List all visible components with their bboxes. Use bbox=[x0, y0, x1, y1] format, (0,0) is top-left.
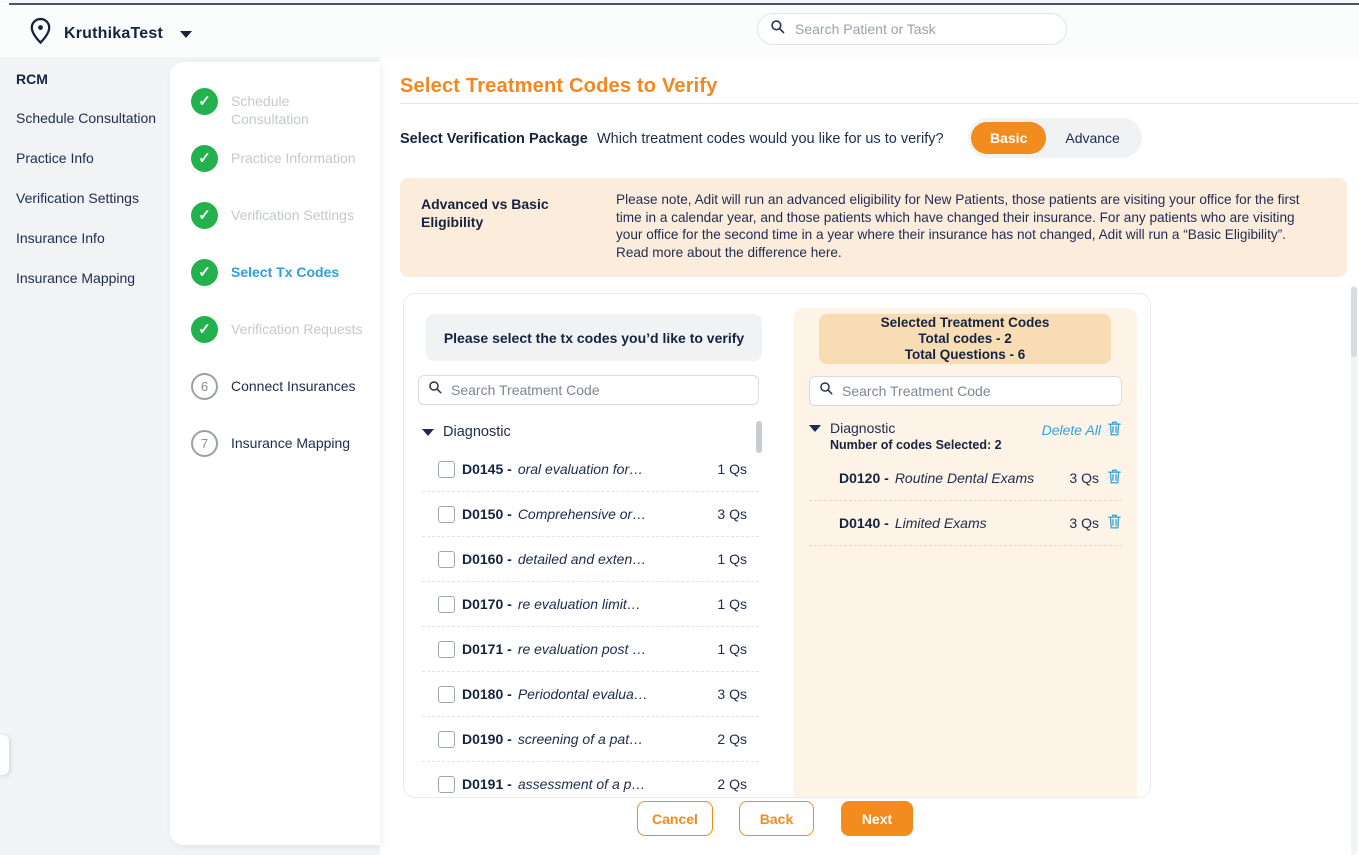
stepper-card bbox=[170, 62, 380, 845]
tx-description: screening of a pat… bbox=[517, 731, 644, 747]
tx-code-checkbox[interactable] bbox=[438, 551, 455, 568]
tx-code-row bbox=[422, 447, 759, 492]
tx-question-count: 3 Qs bbox=[717, 506, 747, 522]
tx-question-count: 1 Qs bbox=[717, 641, 747, 657]
available-search-input[interactable] bbox=[451, 382, 749, 398]
search-icon bbox=[428, 380, 443, 400]
remove-code-button[interactable] bbox=[1107, 468, 1122, 488]
tx-question-count: 1 Qs bbox=[717, 551, 747, 567]
global-search[interactable] bbox=[757, 13, 1067, 45]
tx-question-count: 2 Qs bbox=[717, 731, 747, 747]
tx-code-row bbox=[422, 672, 759, 717]
tx-description: Routine Dental Exams bbox=[894, 470, 1035, 486]
tx-question-count: 3 Qs bbox=[1069, 515, 1099, 531]
practice-name: KruthikaTest bbox=[64, 25, 164, 42]
tx-question-count: 2 Qs bbox=[717, 776, 747, 792]
tx-code: D0145 - bbox=[462, 461, 512, 477]
selected-code-row bbox=[809, 456, 1122, 501]
stepper-step[interactable] bbox=[191, 430, 371, 487]
selected-code-row bbox=[809, 501, 1122, 546]
tx-description: re evaluation limit… bbox=[517, 596, 641, 612]
tx-description: Limited Exams bbox=[894, 515, 987, 531]
delete-all-label: Delete All bbox=[1041, 422, 1101, 438]
tx-code: D0170 - bbox=[462, 596, 512, 612]
tx-code-row bbox=[422, 627, 759, 672]
stepper-step[interactable] bbox=[191, 202, 371, 259]
step-label: Verification Settings bbox=[231, 207, 354, 223]
selected-search[interactable] bbox=[809, 376, 1122, 406]
package-toggle-option[interactable]: Advance bbox=[1065, 130, 1120, 146]
tx-question-count: 3 Qs bbox=[1069, 470, 1099, 486]
sidebar-nav-item[interactable]: Practice Info bbox=[16, 150, 94, 166]
tx-question-count: 1 Qs bbox=[717, 461, 747, 477]
step-status-icon: 6 bbox=[191, 373, 218, 400]
page-scrollbar-thumb[interactable] bbox=[1351, 287, 1357, 357]
top-header bbox=[0, 5, 1359, 57]
tx-question-count: 3 Qs bbox=[717, 686, 747, 702]
tx-question-count: 1 Qs bbox=[717, 596, 747, 612]
tx-code-checkbox[interactable] bbox=[438, 641, 455, 658]
cancel-button[interactable]: Cancel bbox=[637, 801, 713, 836]
selected-panel bbox=[794, 308, 1137, 798]
tx-description: Comprehensive or… bbox=[517, 506, 647, 522]
step-status-icon bbox=[191, 145, 218, 172]
notice-heading: Advanced vs Basic Eligibility bbox=[421, 196, 549, 230]
selected-search-input[interactable] bbox=[842, 383, 1112, 399]
remove-code-button[interactable] bbox=[1107, 513, 1122, 533]
back-button[interactable]: Back bbox=[739, 801, 814, 836]
selected-count-label: Number of codes Selected: 2 bbox=[830, 438, 1002, 452]
tx-code-checkbox[interactable] bbox=[438, 686, 455, 703]
selected-category-toggle[interactable] bbox=[809, 420, 1002, 452]
sidebar-collapse-handle[interactable] bbox=[0, 735, 9, 775]
next-button[interactable]: Next bbox=[841, 801, 913, 836]
tx-code: D0190 - bbox=[462, 731, 512, 747]
available-search[interactable] bbox=[418, 375, 759, 405]
chevron-down-icon bbox=[180, 31, 192, 38]
tx-code-checkbox[interactable] bbox=[438, 776, 455, 793]
step-status-icon: 7 bbox=[191, 430, 218, 457]
package-toggle bbox=[968, 118, 1142, 158]
tx-code-row bbox=[422, 582, 759, 627]
step-label: Insurance Mapping bbox=[231, 435, 351, 451]
list-scrollbar-thumb[interactable] bbox=[756, 421, 762, 453]
stepper-step[interactable] bbox=[191, 88, 371, 145]
sidebar-nav-item[interactable]: Schedule Consultation bbox=[16, 110, 157, 126]
selected-total-questions: Total Questions - 6 bbox=[904, 347, 1026, 362]
step-status-icon bbox=[191, 202, 218, 229]
list-scrollbar bbox=[756, 419, 762, 789]
tx-code-checkbox[interactable] bbox=[438, 461, 455, 478]
tx-code: D0120 - bbox=[839, 470, 889, 486]
global-search-input[interactable] bbox=[795, 21, 1054, 37]
tx-code: D0150 - bbox=[462, 506, 512, 522]
step-label: Connect Insurances bbox=[231, 378, 356, 394]
tx-code-row bbox=[422, 492, 759, 537]
location-pin-icon bbox=[28, 17, 53, 51]
tx-description: re evaluation post … bbox=[517, 641, 647, 657]
tx-code-checkbox[interactable] bbox=[438, 506, 455, 523]
page-scrollbar bbox=[1351, 285, 1357, 855]
step-label: Select Tx Codes bbox=[231, 264, 340, 280]
tx-code-row bbox=[422, 717, 759, 762]
eligibility-notice bbox=[400, 178, 1347, 277]
tx-description: detailed and exten… bbox=[517, 551, 647, 567]
step-label: Practice Information bbox=[231, 150, 356, 166]
stepper-step[interactable] bbox=[191, 145, 371, 202]
stepper bbox=[191, 88, 371, 487]
step-status-icon bbox=[191, 316, 218, 343]
sidenav bbox=[16, 71, 166, 310]
tx-description: assessment of a p… bbox=[517, 776, 646, 792]
delete-all-button[interactable] bbox=[1042, 420, 1122, 440]
tx-code: D0160 - bbox=[462, 551, 512, 567]
trash-icon bbox=[1107, 420, 1122, 440]
package-toggle-option[interactable]: Basic bbox=[971, 122, 1046, 154]
step-label: Verification Requests bbox=[231, 321, 363, 337]
tx-description: oral evaluation for… bbox=[517, 461, 644, 477]
chevron-down-icon bbox=[809, 425, 821, 432]
selected-total-codes: Total codes - 2 bbox=[918, 331, 1012, 346]
tx-code: D0140 - bbox=[839, 515, 889, 531]
stepper-step[interactable] bbox=[191, 373, 371, 430]
search-icon bbox=[770, 19, 786, 40]
notice-body: Please note, Adit will run an advanced eligibility for New Patients, those patients are visiting your office for the first time in a calendar year, and those patients which have changed their insurance. For any patients who are visiting your office for the second time in a year where their insurance has not changed, Adit will run a “Basic Eligibility”. Read more about the difference here. bbox=[616, 192, 1300, 260]
sidenav-heading: RCM bbox=[16, 71, 48, 87]
selected-summary-title: Selected Treatment Codes bbox=[880, 315, 1050, 330]
tx-code: D0180 - bbox=[462, 686, 512, 702]
tx-code-row bbox=[422, 537, 759, 582]
selected-summary-badge bbox=[819, 314, 1111, 364]
practice-selector[interactable] bbox=[28, 17, 192, 51]
page-title: Select Treatment Codes to Verify bbox=[400, 75, 718, 97]
category-label: Diagnostic bbox=[443, 424, 511, 440]
step-status-icon bbox=[191, 259, 218, 286]
trash-icon bbox=[1107, 468, 1122, 488]
stepper-step[interactable] bbox=[191, 316, 371, 373]
tx-code-checkbox[interactable] bbox=[438, 731, 455, 748]
verification-package-question: Which treatment codes would you like for us to verify? bbox=[597, 131, 944, 147]
step-label: Schedule Consultation bbox=[231, 93, 309, 127]
treatment-codes-card bbox=[403, 293, 1151, 798]
sidebar-nav-item[interactable]: Insurance Mapping bbox=[16, 270, 136, 286]
verification-package-label: Select Verification Package bbox=[400, 131, 588, 147]
tx-code: D0171 - bbox=[462, 641, 512, 657]
tx-code: D0191 - bbox=[462, 776, 512, 792]
available-code-list bbox=[422, 447, 759, 798]
step-status-icon bbox=[191, 88, 218, 115]
title-divider bbox=[400, 103, 1359, 104]
trash-icon bbox=[1107, 513, 1122, 533]
selected-category-label: Diagnostic bbox=[830, 420, 896, 436]
tx-code-row bbox=[422, 762, 759, 798]
search-icon bbox=[819, 381, 834, 401]
tx-code-checkbox[interactable] bbox=[438, 596, 455, 613]
left-sidebar-region bbox=[0, 57, 380, 855]
sidebar-nav-item[interactable]: Verification Settings bbox=[16, 190, 139, 206]
sidebar-nav-item[interactable]: Insurance Info bbox=[16, 230, 105, 246]
available-category-toggle[interactable] bbox=[422, 424, 511, 440]
tx-description: Periodontal evalua… bbox=[517, 686, 648, 702]
chevron-down-icon bbox=[422, 429, 434, 436]
available-panel-header: Please select the tx codes you’d like to verify bbox=[426, 314, 762, 361]
stepper-step[interactable] bbox=[191, 259, 371, 316]
